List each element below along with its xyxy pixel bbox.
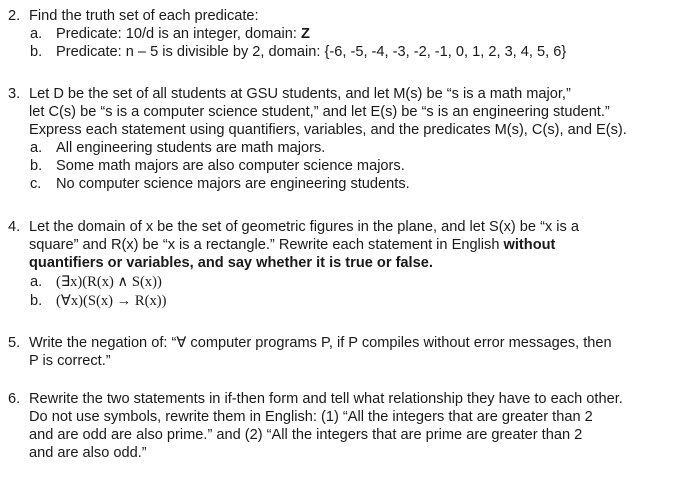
problem-4 — [8, 218, 690, 310]
problem-text-line: Write the negation of: “∀ computer programs P, if P compiles without error messages, then — [29, 335, 612, 351]
sub-item-letter: a. — [30, 140, 43, 156]
problem-5 — [8, 334, 690, 370]
problem-3 — [8, 85, 690, 193]
problem-number: 4. — [8, 219, 21, 235]
sub-item-letter: a. — [30, 274, 43, 290]
problem-prompt: Find the truth set of each predicate: — [29, 8, 259, 24]
sub-item-letter: a. — [30, 26, 43, 42]
sub-item-text: No computer science majors are engineering students. — [56, 176, 410, 192]
sub-item-letter: b. — [30, 44, 43, 60]
problem-text-plain: square” and R(x) be “x is a rectangle.” Rewrite each statement in English — [29, 237, 500, 253]
problem-text-emphasis: without — [503, 237, 556, 253]
problem-text-line: Express each statement using quantifiers, variables, and the predicates M(s), C(s), and E(s). — [29, 122, 627, 138]
problem-text-line: Rewrite the two statements in if-then form and tell what relationship they have to each other. — [29, 391, 623, 407]
problem-6 — [8, 390, 690, 462]
sub-item-letter: b. — [30, 158, 43, 174]
sub-item-b — [8, 43, 690, 61]
sub-item-b — [8, 292, 690, 310]
problem-number: 5. — [8, 335, 21, 351]
sub-item-c — [8, 175, 690, 193]
sub-item-letter: c. — [30, 176, 42, 192]
logic-formula: (∀x)(S(x) → R(x)) — [56, 293, 167, 309]
problem-text-line: Do not use symbols, rewrite them in English: (1) “All the integers that are greater than 2 — [29, 409, 593, 425]
problem-2 — [8, 7, 690, 61]
integers-symbol: Z — [301, 26, 310, 42]
sub-item-text: Some math majors are also computer science majors. — [56, 158, 405, 174]
sub-item-a — [8, 273, 690, 291]
problem-number: 6. — [8, 391, 21, 407]
problem-text-line: Let D be the set of all students at GSU students, and let M(s) be “s is a math major,” — [29, 86, 571, 102]
sub-item-a — [8, 25, 690, 43]
problem-text-line: and are odd are also prime.” and (2) “All the integers that are prime are greater than 2 — [29, 427, 583, 443]
problem-number: 2. — [8, 8, 21, 24]
sub-item-text: All engineering students are math majors. — [56, 140, 326, 156]
problem-text-line — [29, 236, 690, 254]
problem-text-emphasis: quantifiers or variables, and say whether it is true or false. — [29, 255, 433, 271]
sub-item-letter: b. — [30, 293, 43, 309]
sub-item-b — [8, 157, 690, 175]
sub-item-a — [8, 139, 690, 157]
problem-text-line: let C(s) be “s is a computer science student,” and let E(s) be “s is an engineering student.” — [29, 104, 610, 120]
problem-text-line: P is correct.” — [29, 353, 111, 369]
sub-item-text: Predicate: n – 5 is divisible by 2, domain: {-6, -5, -4, -3, -2, -1, 0, 1, 2, 3, 4, 5, 6} — [56, 44, 567, 60]
problem-text-line: Let the domain of x be the set of geometric figures in the plane, and let S(x) be “x is a — [29, 219, 580, 235]
logic-formula: (∃x)(R(x) ∧ S(x)) — [56, 274, 162, 290]
problem-number: 3. — [8, 86, 21, 102]
problem-text-line: and are also odd.” — [29, 445, 147, 461]
sub-item-text: Predicate: 10/d is an integer, domain: — [56, 26, 302, 42]
